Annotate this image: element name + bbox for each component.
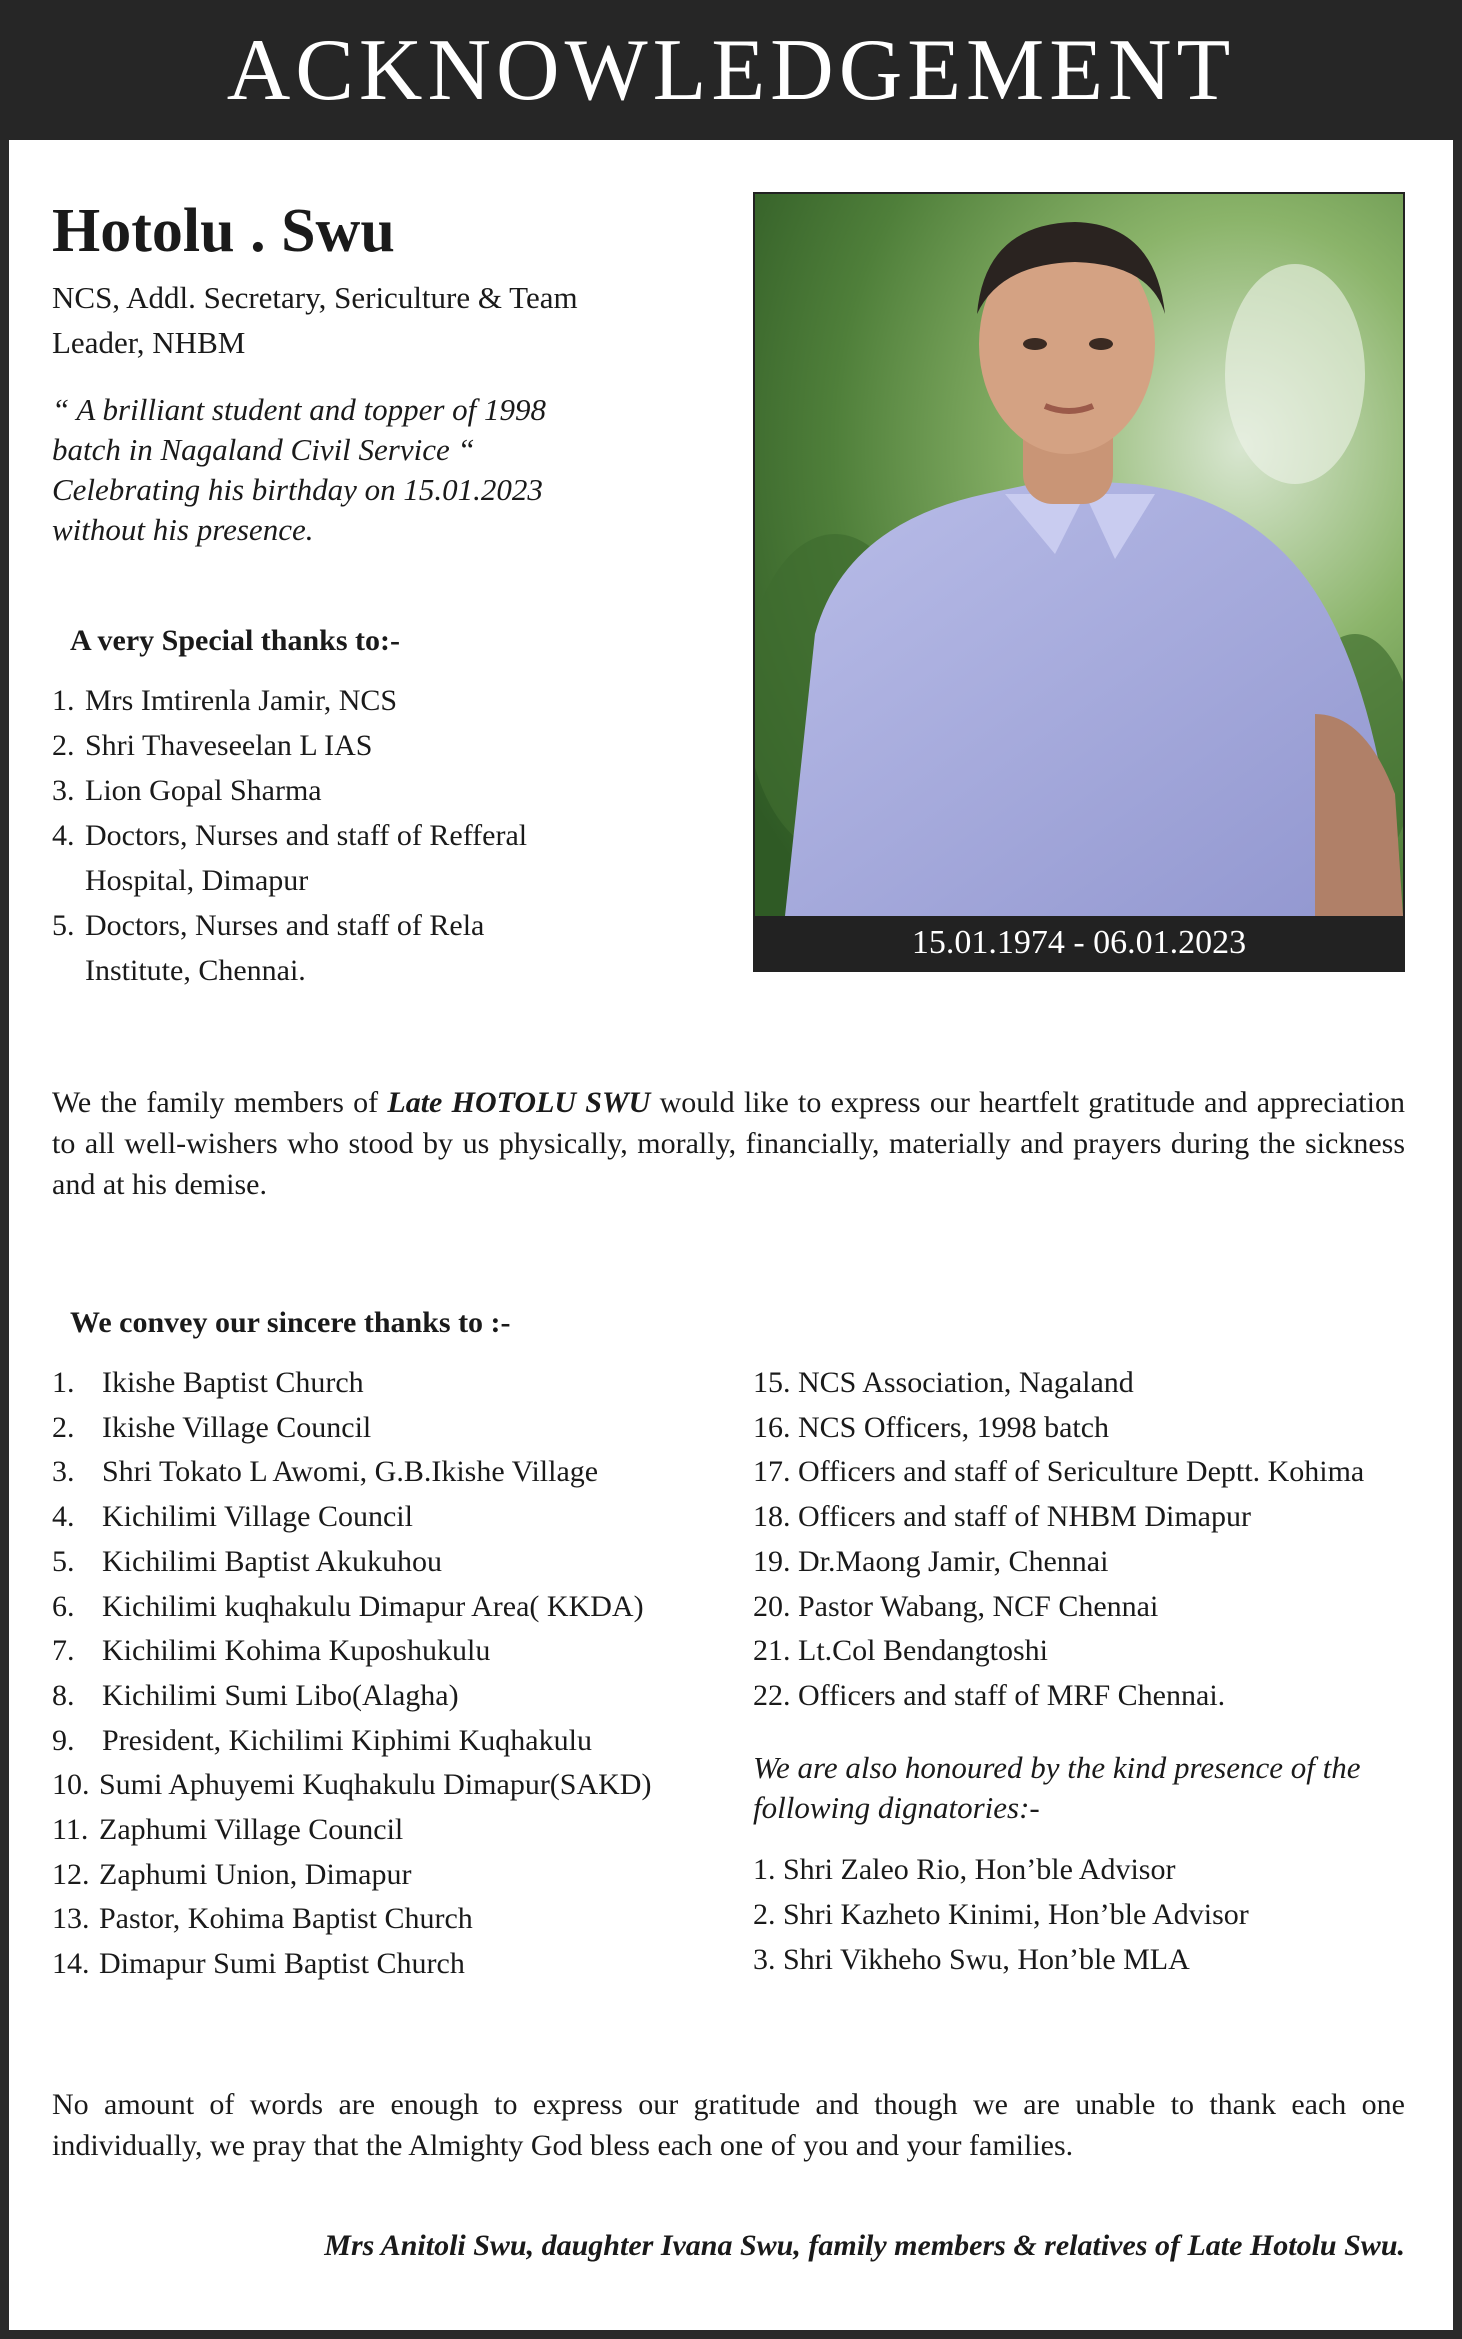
list-item: 18. Officers and staff of NHBM Dimapur [753, 1500, 1251, 1534]
list-item: 6. Kichilimi kuqhakulu Dimapur Area( KKDA) [52, 1589, 644, 1623]
banner-title: ACKNOWLEDGEMENT [226, 21, 1236, 119]
list-item: 17. Officers and staff of Sericulture Deptt. Kohima [753, 1455, 1365, 1489]
list-item: 1. Ikishe Baptist Church [52, 1366, 364, 1399]
list-item: 5. Doctors, Nurses and staff of Rela Institute, Chennai. [52, 909, 485, 987]
list-item: 19. Dr.Maong Jamir, Chennai [753, 1544, 1109, 1578]
list-item: 5. Kichilimi Baptist Akukuhou [52, 1544, 443, 1578]
list-item: 2. Shri Thaveseelan L IAS [52, 729, 373, 762]
thanks-list-right [753, 1361, 1413, 1719]
list-item: 9. President, Kichilimi Kiphimi Kuqhakulu [52, 1723, 592, 1757]
portrait-image [755, 194, 1403, 916]
list-item: 7. Kichilimi Kohima Kuposhukulu [52, 1634, 491, 1668]
list-item: 3. Lion Gopal Sharma [52, 774, 322, 807]
list-item: 3. Shri Vikheho Swu, Hon’ble MLA [753, 1943, 1190, 1976]
list-item: 3. Shri Tokato L Awomi, G.B.Ikishe Village [52, 1455, 599, 1489]
list-item: 11. Zaphumi Village Council [52, 1813, 404, 1847]
deceased-name: Late HOTOLU SWU [387, 1086, 651, 1119]
quote-line: “ A brilliant student and topper of 1998 [52, 392, 547, 427]
list-item: 22. Officers and staff of MRF Chennai. [753, 1678, 1226, 1712]
thanks-list-left [52, 1361, 732, 1987]
person-designation: NCS, Addl. Secretary, Sericulture & Team Leader, NHBM [52, 280, 578, 360]
list-item: 15. NCS Association, Nagaland [753, 1366, 1134, 1399]
portrait-photo [753, 192, 1405, 972]
acknowledgement-banner [0, 0, 1462, 140]
list-item: 4. Doctors, Nurses and staff of Refferal Hospital, Dimapur [52, 819, 528, 897]
list-item: 13. Pastor, Kohima Baptist Church [52, 1902, 473, 1936]
gratitude-paragraph: We the family members of Late HOTOLU SWU would like to express our heartfelt gratitude and appreciation to all well-wishers who stood by us physically, morally, financially, materially and prayers during the sickness and at his demise. [52, 1086, 1405, 1201]
list-item: 14. Dimapur Sumi Baptist Church [52, 1947, 465, 1981]
quote-line: without his presence. [52, 512, 314, 547]
list-item: 12. Zaphumi Union, Dimapur [52, 1857, 412, 1891]
list-item: 4. Kichilimi Village Council [52, 1500, 413, 1534]
convey-thanks-heading: We convey our sincere thanks to :- [70, 1306, 511, 1339]
list-item: 1. Mrs Imtirenla Jamir, NCS [52, 684, 398, 717]
quote-line: Celebrating his birthday on 15.01.2023 [52, 472, 543, 507]
life-dates: 15.01.1974 - 06.01.2023 [755, 916, 1403, 970]
list-item: 20. Pastor Wabang, NCF Chennai [753, 1589, 1159, 1623]
signature-line: Mrs Anitoli Swu, daughter Ivana Swu, family members & relatives of Late Hotolu Swu. [324, 2229, 1405, 2262]
list-item: 8. Kichilimi Sumi Libo(Alagha) [52, 1678, 459, 1712]
tribute-quote [52, 390, 612, 550]
list-item: 16. NCS Officers, 1998 batch [753, 1410, 1110, 1444]
dignitaries-list [753, 1847, 1413, 1982]
special-thanks-heading: A very Special thanks to:- [70, 624, 400, 657]
person-name: Hotolu . Swu [52, 197, 395, 265]
list-item: 2. Ikishe Village Council [52, 1410, 372, 1444]
quote-line: batch in Nagaland Civil Service “ [52, 432, 475, 467]
closing-paragraph: No amount of words are enough to express our gratitude and though we are unable to thank each one individually, we pray that the Almighty God bless each one of you and your families. [52, 2088, 1405, 2162]
list-item: 21. Lt.Col Bendangtoshi [753, 1634, 1048, 1668]
honour-note: We are also honoured by the kind presence of the following dignatories:- [753, 1750, 1361, 1825]
list-item: 1. Shri Zaleo Rio, Hon’ble Advisor [753, 1853, 1176, 1886]
list-item: 10. Sumi Aphuyemi Kuqhakulu Dimapur(SAKD) [52, 1768, 652, 1802]
special-thanks-list [52, 678, 692, 993]
list-item: 2. Shri Kazheto Kinimi, Hon’ble Advisor [753, 1898, 1249, 1931]
